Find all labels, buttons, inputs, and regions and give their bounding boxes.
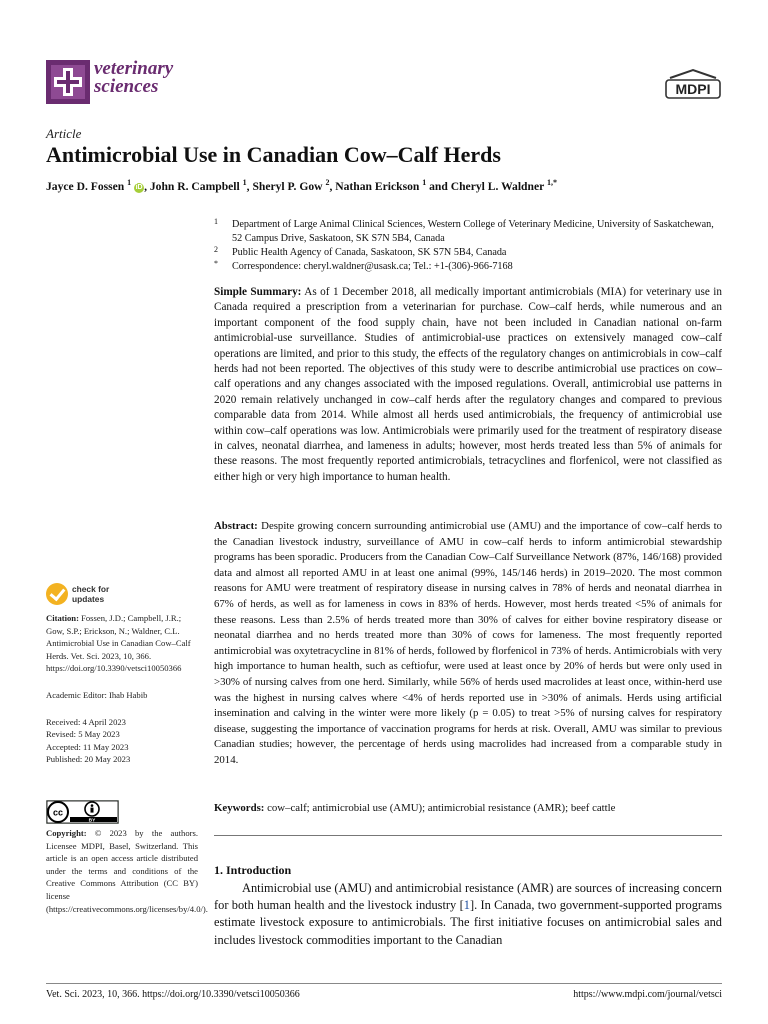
- author-separator: ,: [144, 179, 150, 193]
- cc-by-license-icon[interactable]: [46, 800, 119, 824]
- author-affiliation-marker: 1: [422, 178, 427, 187]
- author-name: Nathan Erickson: [335, 179, 420, 193]
- check-updates-label: check for updates: [72, 584, 110, 604]
- author-separator: ,: [246, 179, 253, 193]
- academic-editor: Academic Editor: Ihab Habib: [46, 689, 148, 700]
- checkmark-icon: [46, 583, 68, 605]
- footer-citation: Vet. Sci. 2023, 10, 366. https://doi.org/10.3390/vetsci10050366: [46, 989, 300, 1000]
- section-heading-introduction: 1. Introduction: [214, 863, 292, 877]
- simple-summary: [214, 285, 722, 485]
- author-list: [46, 178, 557, 193]
- author-affiliation-marker: 1,*: [546, 178, 557, 187]
- affiliation-text: Correspondence: cheryl.waldner@usask.ca; Tel.: +1-(306)-966-7168: [232, 261, 513, 272]
- author-separator: and: [426, 179, 451, 193]
- affiliation-item: [214, 218, 724, 246]
- keywords-label: Keywords:: [214, 802, 265, 814]
- simple-summary-label: Simple Summary:: [214, 286, 302, 298]
- published-date: Published: 20 May 2023: [46, 754, 131, 765]
- section-divider: [214, 835, 722, 836]
- abstract-text: Despite growing concern surrounding antimicrobial use (AMU) and the importance of cow–calf herds to the Canadian livestock industry, surveillance of AMU in cow–calf herds to inform antimicrobial stewardship programs has been sporadic. Producers from the Canadian Cow–Calf Surveillance Network (87%, 146/168) provided data and almost all reported AMU in at least one animal (99%, 145/146 herds) in 2019–2020. The most common reasons for AMU were treatment of respiratory disease in nursing calves in 78% of herds and neonatal diarrhea in 67% of herds, as well as for lameness in cows in 83% of herds. However, most herds treated <5% of animals for these reasons. Less than 2.5% of herds treated more than 30% of calves for either bovine respiratory disease or neonatal diarrhea and no herds treated more than 30% of cows for lameness. The most frequently reported antimicrobial was oxytetracycline in 81% of herds, followed by florfenicol in 73% of herds. Antimicrobials with very high importance to human health, such as ceftiofur, were used at least once by 20% of herds but were only used in >30% of nursing calves from one herd. Similarly, while 56% of herds used macrolides at least once, within-herd use was the highest in nursing calves where <4% of herds reported use in >30% of animals. Herds using artificial insemination and calving in the winter were more likely (p = 0.05) to treat >5% of nursing calves for respiratory disease, suggesting the importance of vaccination programs for herds at risk. Overall, AMU was similar to previous Canadian studies; however, the percentage of herds using macrolides had increased from a comparable study in 2014.: [214, 520, 723, 766]
- affiliation-text: Department of Large Animal Clinical Sciences, Western College of Veterinary Medicine, University of Saskatchewan, 52 Campus Drive, Saskatoon, SK S7N 5B4, Canada: [232, 219, 714, 244]
- simple-summary-text: As of 1 December 2018, all medically important antimicrobials (MIA) for veterinary use in Canada required a prescription from a veterinarian for purchase. Cow–calf herds, while numerous and an important component of the food supply chain, have not been included in Canadian national on-farm antimicrobial-use surveillance. Studies of antimicrobial-use practices on extensively managed cow–calf operations are limited, and prior to this study, the effects of the regulatory changes on antimicrobials in cow–calf herds had not been reported. The objectives of this study were to describe antimicrobial use practices on cow–calf operations and any changes associated with the imposed regulations. Overall, antimicrobial use patterns in 2020 remain relatively unchanged in cow–calf herds after the regulatory changes and compared to previous comparable data from 2014. While almost all herds used antimicrobials, the frequency of antimicrobial use within cow–calf operations was low. Antimicrobials were primarily used for the treatment of respiratory disease in calves, neonatal diarrhea, and lameness in adults; however, most herds treated less than 5% of animals for these reasons. The most frequently reported antimicrobials, tetracyclines and florfenicol, were not classified as either high or very high importance to human health.: [214, 286, 723, 483]
- affiliation-marker: *: [214, 259, 218, 268]
- affiliation-marker: 2: [214, 245, 218, 254]
- author-affiliation-marker: 1: [242, 178, 247, 187]
- citation: [46, 612, 198, 675]
- copyright-text: © 2023 by the authors. Licensee MDPI, Basel, Switzerland. This article is an open access article distributed under the terms and conditions of the Creative Commons Attribution (CC BY) license (https://creativecommons.org/licenses/by/4.0/).: [46, 828, 208, 914]
- intro-text-part: ]. In Canada, two government-supported programs estimate livestock exposure to antimicrobials. The first initiative focuses on antimicrobial sales and includes livestock commodities important to the Canadian: [214, 898, 723, 947]
- citation-text: Fossen, J.D.; Campbell, J.R.; Gow, S.P.; Erickson, N.; Waldner, C.L. Antimicrobial Use in Canadian Cow–Calf Herds. Vet. Sci. 2023, 10, 366. https://doi.org/10.3390/vetsci10050366: [46, 613, 191, 674]
- intro-text-part: Antimicrobial use (AMU) and antimicrobial resistance (AMR) are sources of increasing concern for both human health and the livestock industry [: [214, 881, 722, 913]
- citation-label: Citation:: [46, 613, 79, 623]
- publisher-logo-icon: [664, 68, 722, 100]
- article-title: Antimicrobial Use in Canadian Cow–Calf Herds: [46, 142, 501, 167]
- introduction-paragraph: [214, 880, 722, 949]
- footer-journal-link[interactable]: https://www.mdpi.com/journal/vetsci: [573, 989, 722, 1000]
- publisher-name: MDPI: [675, 81, 711, 97]
- abstract: [214, 519, 722, 769]
- orcid-icon[interactable]: iD: [135, 183, 143, 191]
- author-separator: ,: [329, 179, 336, 193]
- cc-label: cc: [52, 807, 64, 818]
- accepted-date: Accepted: 11 May 2023: [46, 741, 129, 752]
- cc-by-label: BY: [88, 818, 96, 824]
- author-affiliation-marker: 1: [127, 178, 132, 187]
- author-name: Jayce D. Fossen: [46, 179, 125, 193]
- affiliation-marker: 1: [214, 217, 218, 226]
- revised-date: Revised: 5 May 2023: [46, 729, 120, 740]
- author-name: Sheryl P. Gow: [252, 179, 323, 193]
- affiliation-text: Public Health Agency of Canada, Saskatoon, SK S7N 5B4, Canada: [232, 247, 507, 258]
- author-name: Cheryl L. Waldner: [450, 179, 545, 193]
- reference-link[interactable]: 1: [463, 898, 470, 913]
- affiliation-item: [214, 260, 724, 274]
- publication-dates: [46, 716, 198, 766]
- affiliation-item: [214, 246, 724, 260]
- article-type: Article: [46, 126, 82, 141]
- journal-logo-icon: [46, 60, 90, 104]
- author-name: John R. Campbell: [149, 179, 240, 193]
- copyright-label: Copyright:: [46, 828, 87, 838]
- article-info-sidebar: [46, 612, 198, 766]
- keywords: [214, 802, 722, 814]
- affiliations: [214, 218, 724, 274]
- abstract-label: Abstract:: [214, 520, 258, 532]
- keywords-text: cow–calf; antimicrobial use (AMU); antimicrobial resistance (AMR); beef cattle: [267, 802, 616, 814]
- check-for-updates-button[interactable]: [46, 583, 126, 609]
- journal-name: veterinary sciences: [94, 58, 174, 97]
- copyright-notice: [46, 827, 208, 915]
- received-date: Received: 4 April 2023: [46, 716, 126, 727]
- footer-divider: [46, 983, 722, 984]
- author-affiliation-marker: 2: [325, 178, 330, 187]
